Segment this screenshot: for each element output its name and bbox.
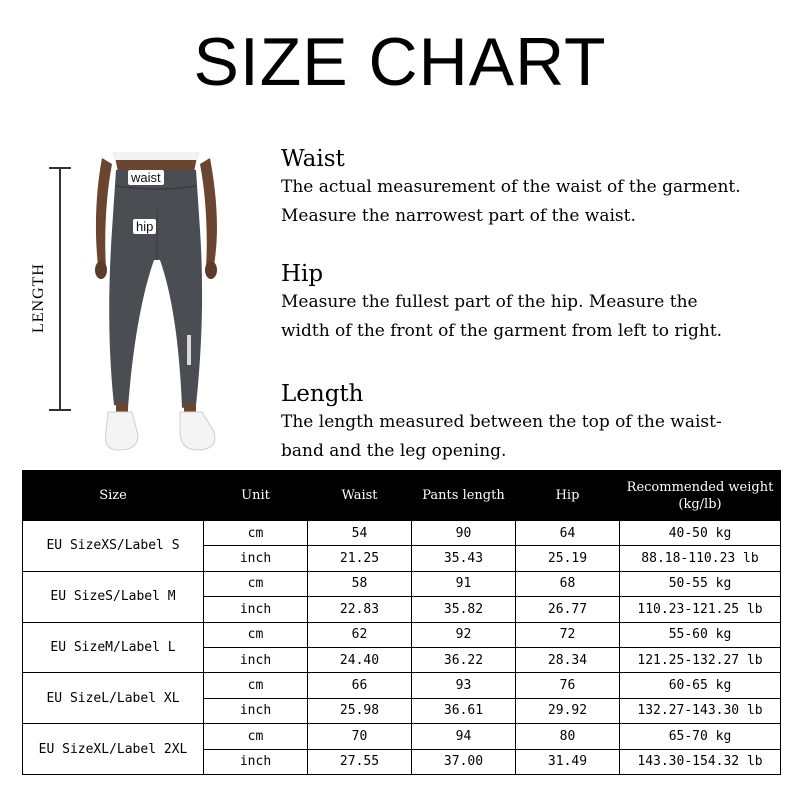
header-recommended-weight: Recommended weight (kg/lb) (620, 471, 781, 521)
waist-cell: 22.83 (308, 597, 412, 622)
weight-cell: 60-65 kg (620, 673, 781, 698)
length-cell: 35.43 (412, 546, 516, 571)
page-title: SIZE CHART (193, 24, 607, 100)
length-indicator-line (59, 168, 61, 410)
waist-cell: 25.98 (308, 698, 412, 723)
length-cell: 90 (412, 521, 516, 546)
waist-cell: 62 (308, 622, 412, 647)
waist-cell: 58 (308, 571, 412, 596)
unit-cell: cm (204, 521, 308, 546)
length-indicator-cap-bottom (49, 409, 71, 411)
header-size: Size (23, 471, 204, 521)
hip-description (281, 260, 722, 346)
length-cell: 91 (412, 571, 516, 596)
size-label: EU SizeXS/Label S (23, 521, 204, 572)
hip-cell: 76 (516, 673, 620, 698)
size-label: EU SizeS/Label M (23, 571, 204, 622)
unit-cell: inch (204, 546, 308, 571)
weight-cell: 121.25-132.27 lb (620, 647, 781, 672)
model-leggings-image (82, 150, 232, 455)
hip-cell: 72 (516, 622, 620, 647)
table-header-row (23, 471, 781, 521)
waist-cell: 66 (308, 673, 412, 698)
hip-cell: 29.92 (516, 698, 620, 723)
size-label: EU SizeXL/Label 2XL (23, 724, 204, 775)
unit-cell: cm (204, 571, 308, 596)
length-indicator-cap-top (49, 167, 71, 169)
waist-cell: 24.40 (308, 647, 412, 672)
table-row (23, 571, 781, 596)
waist-cell: 21.25 (308, 546, 412, 571)
size-label: EU SizeL/Label XL (23, 673, 204, 724)
size-table (22, 470, 781, 775)
hip-cell: 68 (516, 571, 620, 596)
hip-cell: 25.19 (516, 546, 620, 571)
hip-tag: hip (133, 219, 156, 234)
length-cell: 37.00 (412, 749, 516, 774)
waist-cell: 54 (308, 521, 412, 546)
hip-text-line: Measure the fullest part of the hip. Measure the (281, 292, 698, 312)
length-cell: 92 (412, 622, 516, 647)
hip-cell: 26.77 (516, 597, 620, 622)
weight-cell: 143.30-154.32 lb (620, 749, 781, 774)
waist-tag: waist (128, 170, 164, 185)
waist-cell: 70 (308, 724, 412, 749)
length-cell: 94 (412, 724, 516, 749)
waist-cell: 27.55 (308, 749, 412, 774)
length-cell: 36.22 (412, 647, 516, 672)
weight-cell: 50-55 kg (620, 571, 781, 596)
weight-cell: 65-70 kg (620, 724, 781, 749)
weight-cell: 110.23-121.25 lb (620, 597, 781, 622)
length-cell: 93 (412, 673, 516, 698)
hip-cell: 80 (516, 724, 620, 749)
waist-heading: Waist (281, 146, 345, 172)
length-cell: 35.82 (412, 597, 516, 622)
hip-heading: Hip (281, 261, 324, 287)
header-hip: Hip (516, 471, 620, 521)
unit-cell: inch (204, 749, 308, 774)
table-row (23, 673, 781, 698)
size-label: EU SizeM/Label L (23, 622, 204, 673)
length-heading: Length (281, 381, 364, 407)
length-cell: 36.61 (412, 698, 516, 723)
table-row (23, 622, 781, 647)
unit-cell: inch (204, 698, 308, 723)
unit-cell: cm (204, 724, 308, 749)
weight-cell: 55-60 kg (620, 622, 781, 647)
length-label-text: LENGTH (30, 263, 47, 333)
length-text-line: band and the leg opening. (281, 441, 507, 461)
unit-cell: inch (204, 647, 308, 672)
table-row (23, 521, 781, 546)
length-text-line: The length measured between the top of the waist- (281, 412, 722, 432)
waist-text-line: Measure the narrowest part of the waist. (281, 206, 636, 226)
hip-text-line: width of the front of the garment from left to right. (281, 321, 723, 341)
hip-cell: 28.34 (516, 647, 620, 672)
weight-cell: 40-50 kg (620, 521, 781, 546)
unit-cell: cm (204, 673, 308, 698)
length-description (281, 380, 722, 466)
table-row (23, 724, 781, 749)
hip-cell: 64 (516, 521, 620, 546)
weight-cell: 132.27-143.30 lb (620, 698, 781, 723)
unit-cell: cm (204, 622, 308, 647)
header-pants-length: Pants length (412, 471, 516, 521)
waist-description (281, 145, 741, 231)
waist-text-line: The actual measurement of the waist of the garment. (281, 177, 741, 197)
hip-cell: 31.49 (516, 749, 620, 774)
header-waist: Waist (308, 471, 412, 521)
weight-cell: 88.18-110.23 lb (620, 546, 781, 571)
header-unit: Unit (204, 471, 308, 521)
unit-cell: inch (204, 597, 308, 622)
